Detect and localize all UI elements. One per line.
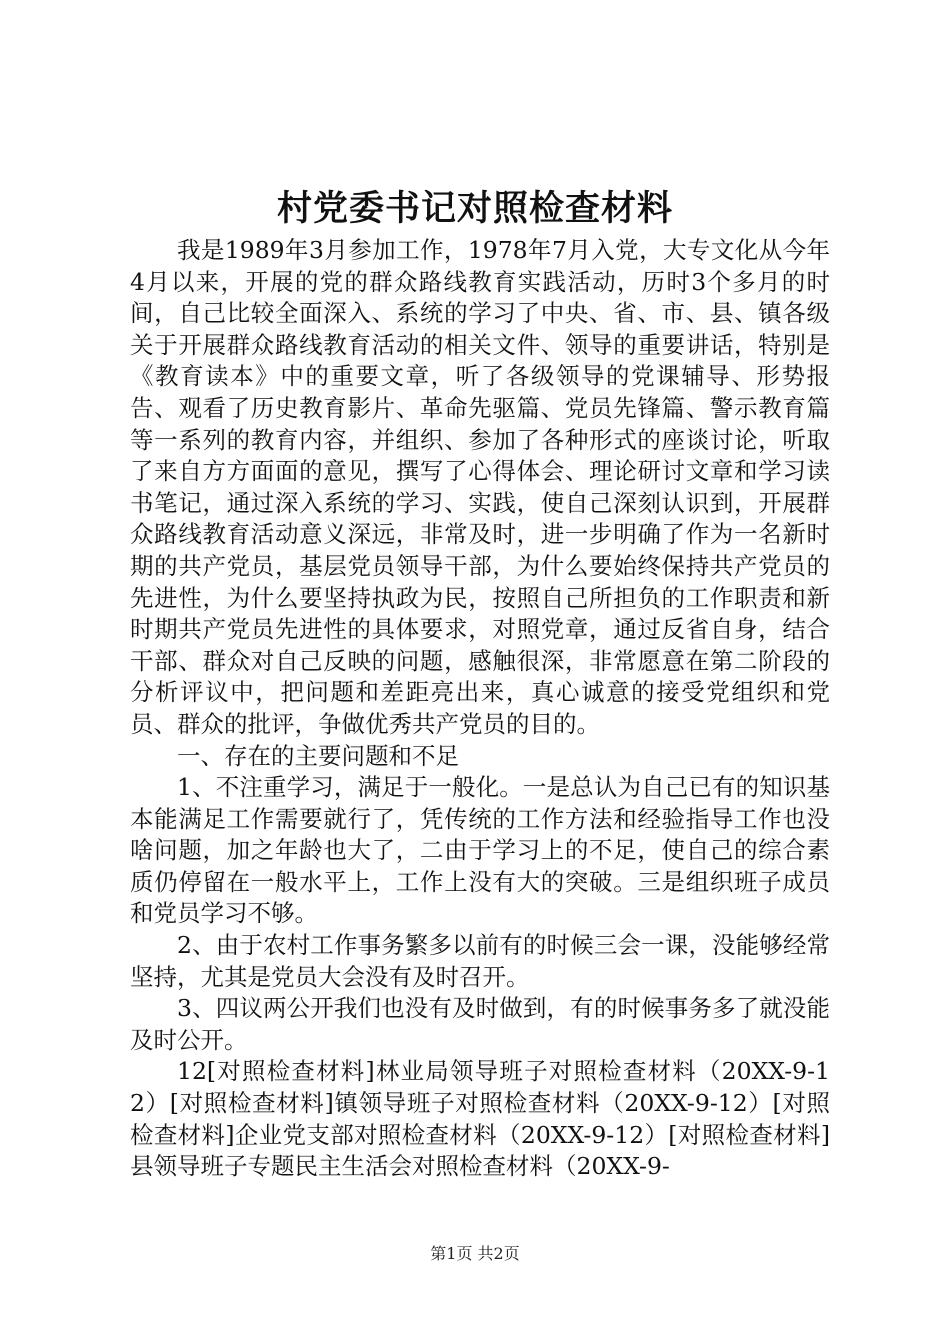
document-title: 村党委书记对照检查材料 [276,188,673,229]
document-body [130,235,830,1183]
paragraph-related-links: 12[对照检查材料]林业局领导班子对照检查材料（20XX-9-12）[对照检查材料]镇领导班子对照检查材料（20XX-9-12）[对照检查材料]企业党支部对照检查材料（20XX-9-12）[对照检查材料]县领导班子专题民主生活会对照检查材料（20XX-9- [130,1057,830,1181]
paragraph-item-3: 3、四议两公开我们也没有及时做到，有的时候事务多了就没能及时公开。 [130,994,830,1054]
paragraph-intro: 我是1989年3月参加工作，1978年7月入党，大专文化从今年4月以来，开展的党的群众路线教育实践活动，历时3个多月的时间，自己比较全面深入、系统的学习了中央、省、市、县、镇各级关于开展群众路线教育活动的相关文件、领导的重要讲话，特别是《教育读本》中的重要文章，听了各级领导的党课辅导、形势报告、观看了历史教育影片、革命先驱篇、党员先锋篇、警示教育篇等一系列的教育内容，并组织、参加了各种形式的座谈讨论，听取了来自方方面面的意见，撰写了心得体会、理论研讨文章和学习读书笔记，通过深入系统的学习、实践，使自己深刻认识到，开展群众路线教育活动意义深远，非常及时，进一步明确了作为一名新时期的共产党员，基层党员领导干部，为什么要始终保持共产党员的先进性，为什么要坚持执政为民，按照自己所担负的工作职责和新时期共产党员先进性的具体要求，对照党章，通过反省自身，结合干部、群众对自己反映的问题，感触很深，非常愿意在第二阶段的分析评议中，把问题和差距亮出来，真心诚意的接受党组织和党员、群众的批评，争做优秀共产党员的目的。 [130,236,830,738]
paragraph-item-2: 2、由于农村工作事务繁多以前有的时候三会一课，没能够经常坚持，尤其是党员大会没有及时召开。 [130,931,830,991]
section-heading: 一、存在的主要问题和不足 [177,741,459,770]
page-number-footer: 第1页 共2页 [430,1244,520,1263]
paragraph-item-1: 1、不注重学习，满足于一般化。一是总认为自己已有的知识基本能满足工作需要就行了，凭传统的工作方法和经验指导工作也没啥问题，加之年龄也大了，二由于学习上的不足，使自己的综合素质仍停留在一般水平上，工作上没有大的突破。三是组织班子成员和党员学习不够。 [130,773,830,928]
